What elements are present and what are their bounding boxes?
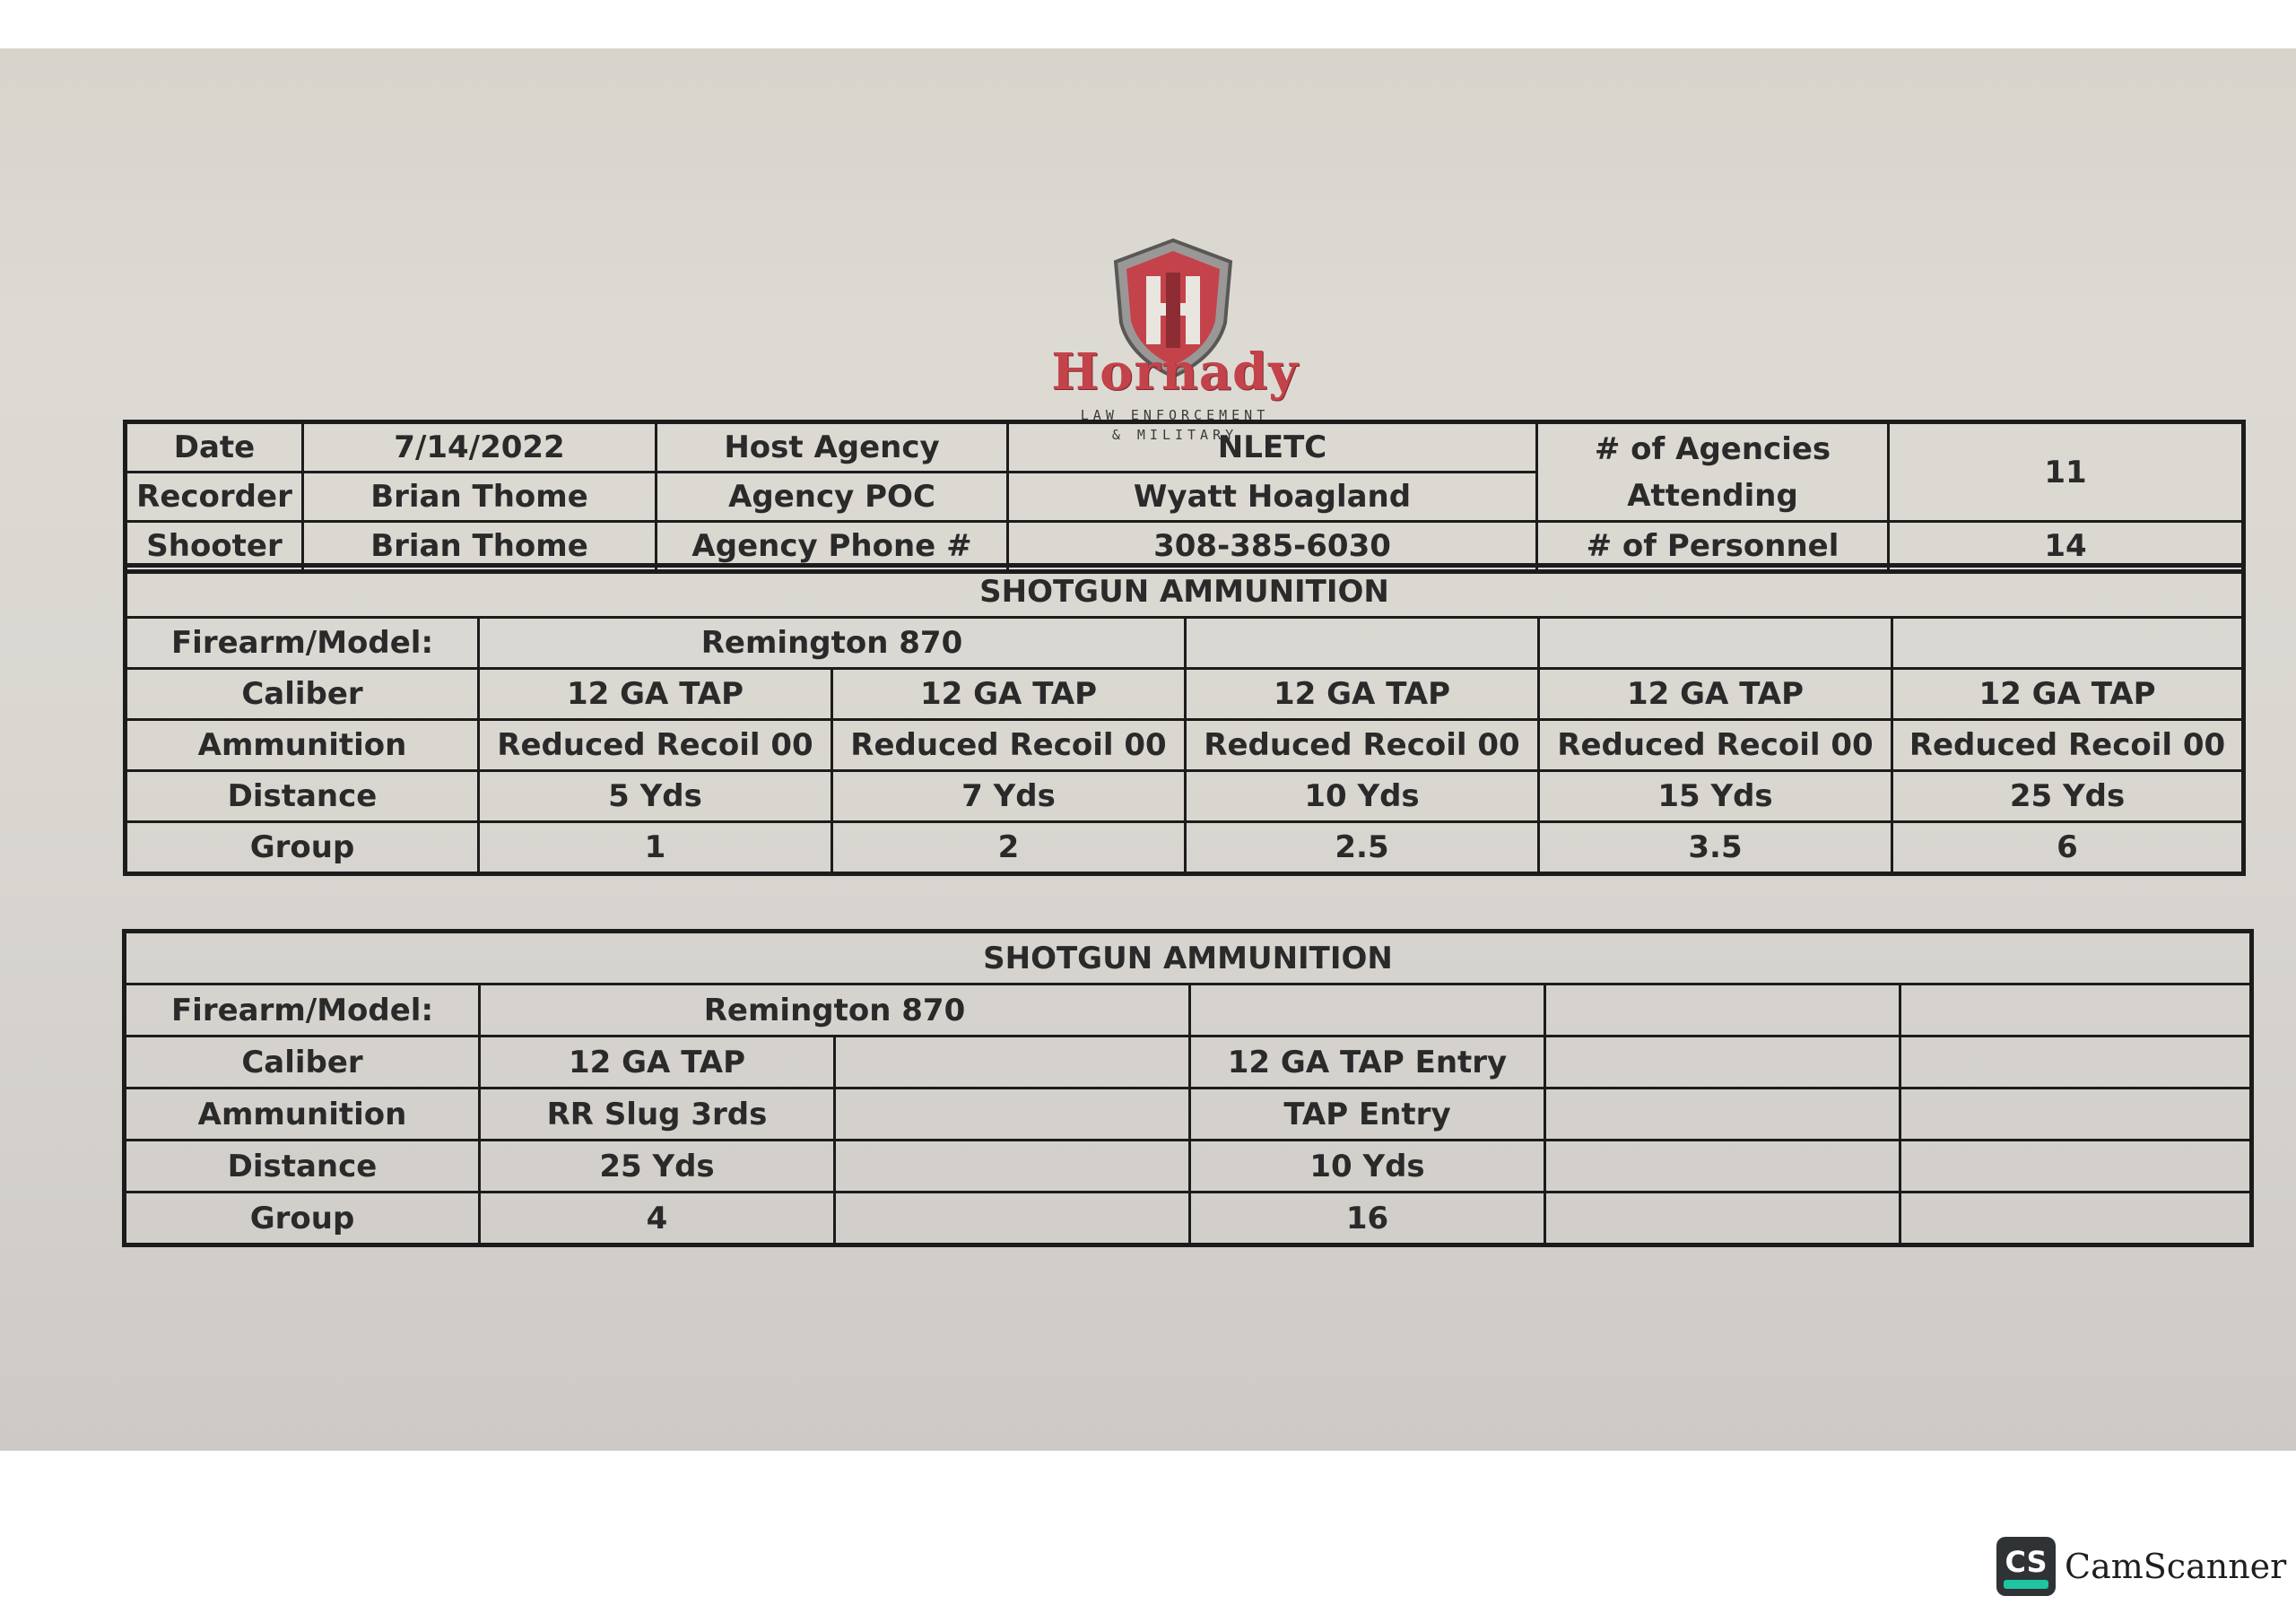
ammunition-cell — [835, 1089, 1190, 1141]
firearm-value: Remington 870 — [480, 984, 1190, 1037]
distance-cell: 7 Yds — [832, 771, 1186, 822]
ammunition-cell: Reduced Recoil 00 — [1186, 720, 1539, 771]
firearm-extra-cell — [1900, 984, 2252, 1037]
group-cell: 1 — [479, 822, 832, 874]
group-cell — [1545, 1193, 1900, 1245]
firearm-extra-cell — [1190, 984, 1545, 1037]
distance-cell — [835, 1141, 1190, 1193]
recorder-label: Recorder — [126, 473, 303, 522]
caliber-cell: 12 GA TAP — [1186, 669, 1539, 720]
group-label: Group — [126, 822, 479, 874]
section-title: SHOTGUN AMMUNITION — [125, 932, 2252, 984]
ammunition-cell: Reduced Recoil 00 — [1892, 720, 2244, 771]
group-cell — [1900, 1193, 2252, 1245]
ammunition-cell: Reduced Recoil 00 — [479, 720, 832, 771]
firearm-extra-cell — [1539, 618, 1892, 669]
caliber-cell — [835, 1037, 1190, 1089]
date-label: Date — [126, 422, 303, 473]
distance-cell: 10 Yds — [1190, 1141, 1545, 1193]
firearm-label: Firearm/Model: — [126, 618, 479, 669]
brand-name: Hornady — [1051, 343, 1299, 402]
group-cell: 2 — [832, 822, 1186, 874]
caliber-cell — [1545, 1037, 1900, 1089]
distance-row — [125, 1141, 2252, 1193]
firearm-extra-cell — [1892, 618, 2244, 669]
camscanner-logo-icon — [1996, 1537, 2056, 1596]
distance-cell: 25 Yds — [480, 1141, 835, 1193]
shooter-value: Brian Thome — [303, 522, 657, 572]
distance-label: Distance — [125, 1141, 480, 1193]
group-cell — [835, 1193, 1190, 1245]
distance-cell: 15 Yds — [1539, 771, 1892, 822]
distance-cell: 10 Yds — [1186, 771, 1539, 822]
distance-cell — [1900, 1141, 2252, 1193]
shotgun-ammunition-table-2 — [122, 929, 2254, 1247]
logo-tagline-1: LAW ENFORCEMENT — [1080, 407, 1270, 423]
distance-cell: 5 Yds — [479, 771, 832, 822]
caliber-cell: 12 GA TAP — [832, 669, 1186, 720]
agencies-attending-value: 11 — [1889, 422, 2244, 522]
agency-phone-label: Agency Phone # — [657, 522, 1008, 572]
ammunition-row — [126, 720, 2244, 771]
header-info-table — [123, 420, 2246, 574]
firearm-extra-cell — [1545, 984, 1900, 1037]
distance-cell: 25 Yds — [1892, 771, 2244, 822]
host-agency-label: Host Agency — [657, 422, 1008, 473]
section-title: SHOTGUN AMMUNITION — [126, 566, 2244, 618]
distance-cell — [1545, 1141, 1900, 1193]
group-row — [126, 822, 2244, 874]
caliber-row — [125, 1037, 2252, 1089]
agency-poc-value: Wyatt Hoagland — [1008, 473, 1537, 522]
caliber-cell: 12 GA TAP — [480, 1037, 835, 1089]
group-cell: 3.5 — [1539, 822, 1892, 874]
caliber-label: Caliber — [126, 669, 479, 720]
ammunition-cell — [1900, 1089, 2252, 1141]
distance-row — [126, 771, 2244, 822]
group-label: Group — [125, 1193, 480, 1245]
camscanner-watermark — [1996, 1537, 2286, 1596]
logo-tagline-2: & MILITARY — [1111, 427, 1239, 443]
caliber-label: Caliber — [125, 1037, 480, 1089]
caliber-cell: 12 GA TAP — [1539, 669, 1892, 720]
ammunition-row — [125, 1089, 2252, 1141]
watermark-badge-text: CS — [2005, 1545, 2048, 1579]
shotgun-ammunition-table-1 — [123, 563, 2246, 876]
firearm-label: Firearm/Model: — [125, 984, 480, 1037]
agencies-attending-label — [1537, 422, 1889, 522]
agency-poc-label: Agency POC — [657, 473, 1008, 522]
ammunition-cell: Reduced Recoil 00 — [832, 720, 1186, 771]
agency-phone-value: 308-385-6030 — [1008, 522, 1537, 572]
shooter-label: Shooter — [126, 522, 303, 572]
ammunition-cell: TAP Entry — [1190, 1089, 1545, 1141]
personnel-label: # of Personnel — [1537, 522, 1889, 572]
agencies-label-line-2: Attending — [1627, 477, 1798, 514]
personnel-value: 14 — [1889, 522, 2244, 572]
group-cell: 6 — [1892, 822, 2244, 874]
date-value: 7/14/2022 — [303, 422, 657, 473]
caliber-cell — [1900, 1037, 2252, 1089]
ammunition-cell: RR Slug 3rds — [480, 1089, 835, 1141]
watermark-text: CamScanner — [2065, 1547, 2287, 1586]
firearm-value: Remington 870 — [479, 618, 1186, 669]
agencies-label-line-1: # of Agencies — [1594, 430, 1831, 467]
recorder-value: Brian Thome — [303, 473, 657, 522]
group-cell: 4 — [480, 1193, 835, 1245]
ammunition-label: Ammunition — [125, 1089, 480, 1141]
group-row — [125, 1193, 2252, 1245]
ammunition-cell — [1545, 1089, 1900, 1141]
caliber-cell: 12 GA TAP — [1892, 669, 2244, 720]
caliber-cell: 12 GA TAP — [479, 669, 832, 720]
host-agency-value: NLETC — [1008, 422, 1537, 473]
ammunition-label: Ammunition — [126, 720, 479, 771]
distance-label: Distance — [126, 771, 479, 822]
caliber-cell: 12 GA TAP Entry — [1190, 1037, 1545, 1089]
firearm-extra-cell — [1186, 618, 1539, 669]
caliber-row — [126, 669, 2244, 720]
group-cell: 16 — [1190, 1193, 1545, 1245]
ammunition-cell: Reduced Recoil 00 — [1539, 720, 1892, 771]
group-cell: 2.5 — [1186, 822, 1539, 874]
